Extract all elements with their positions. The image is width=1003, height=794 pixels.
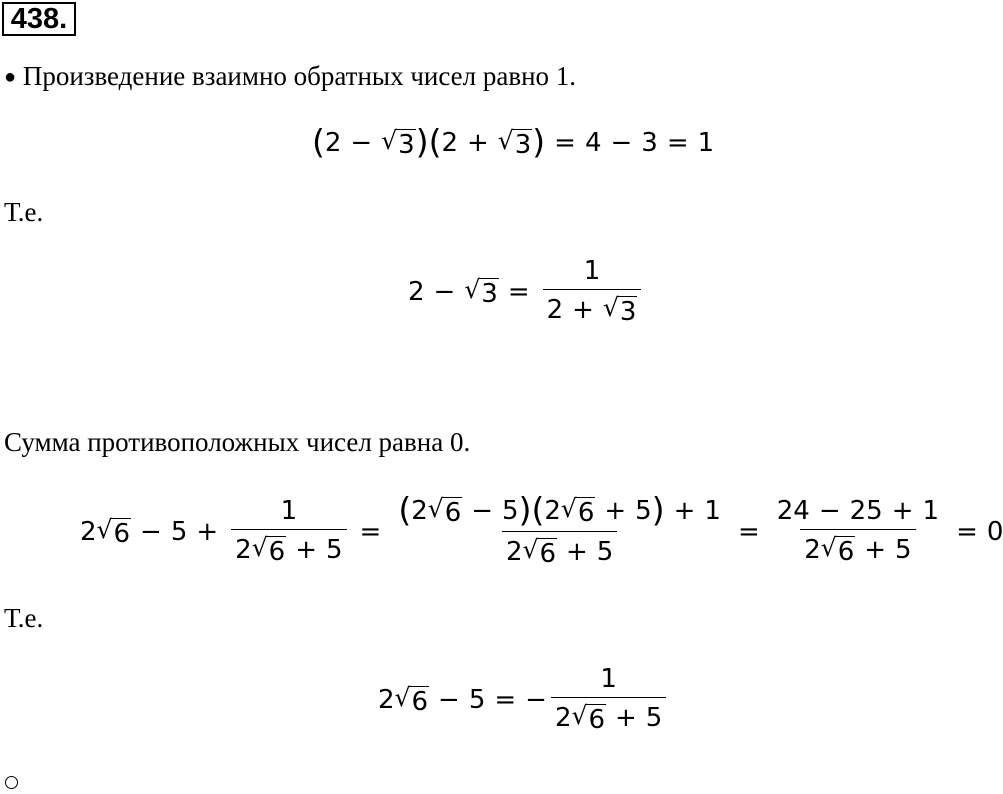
sqrt-3 xyxy=(464,275,498,309)
term: 1 xyxy=(583,256,601,286)
plus-sign: + xyxy=(615,703,637,733)
term: 5 xyxy=(170,516,188,547)
term: 4 xyxy=(584,128,602,158)
te-label-1: Т.е. xyxy=(4,197,44,227)
term: 5 xyxy=(635,496,652,526)
radical-icon: √ xyxy=(464,274,481,304)
term: 2 xyxy=(505,537,523,567)
term: 2 xyxy=(441,128,458,158)
sqrt-6 xyxy=(252,533,286,567)
equation-reciprocal xyxy=(408,256,645,327)
minus-sign: − xyxy=(438,684,460,715)
equation-product xyxy=(312,121,715,161)
plus-sign: + xyxy=(891,496,914,526)
radicand: 6 xyxy=(444,498,462,528)
plus-sign: + xyxy=(604,496,627,526)
plus-sign: + xyxy=(572,295,594,325)
radical-icon: √ xyxy=(381,126,398,155)
term: 1 xyxy=(704,496,721,526)
term: 3 xyxy=(641,128,658,158)
radicand: 6 xyxy=(588,705,605,735)
plus-sign: + xyxy=(196,516,219,547)
radical-icon: √ xyxy=(427,494,444,523)
sentence-sum-opposites: Сумма противоположных чисел равна 0. xyxy=(4,427,471,457)
plus-sign: + xyxy=(673,496,696,526)
fraction xyxy=(394,489,725,569)
radicand: 6 xyxy=(411,686,429,717)
radicand: 6 xyxy=(577,498,595,528)
radicand: 3 xyxy=(514,130,532,160)
term: 2 xyxy=(80,516,97,547)
term: 0 xyxy=(986,516,1003,547)
sqrt-6 xyxy=(821,533,855,567)
term: 2 xyxy=(554,703,572,733)
plus-sign: + xyxy=(467,128,489,158)
equals-sign: = xyxy=(956,516,978,547)
sentence-1-text: Произведение взаимно обратных чисел равно 1. xyxy=(22,61,577,91)
paren-open: ( xyxy=(312,121,325,161)
radical-icon: √ xyxy=(394,682,411,712)
sqrt-6 xyxy=(97,515,131,549)
minus-sign: − xyxy=(350,128,373,158)
paren-open: ( xyxy=(531,489,545,529)
equals-sign: = xyxy=(359,516,382,547)
minus-sign: − xyxy=(818,496,841,526)
numerator xyxy=(596,664,621,697)
sqrt-3 xyxy=(381,126,415,160)
paren-open: ( xyxy=(428,121,442,161)
term: 1 xyxy=(922,496,940,526)
fraction xyxy=(773,496,943,567)
minus-sign: − xyxy=(525,684,547,715)
sqrt-6 xyxy=(561,494,595,528)
sqrt-6 xyxy=(523,535,557,569)
paren-close: ) xyxy=(415,121,429,161)
denominator xyxy=(502,531,617,569)
paren-close: ) xyxy=(651,489,665,529)
radical-icon: √ xyxy=(497,126,514,155)
term: 5 xyxy=(326,535,343,565)
radicand: 3 xyxy=(398,130,415,160)
sqrt-3 xyxy=(498,126,532,160)
term: 2 xyxy=(324,128,342,158)
term: 5 xyxy=(468,684,486,715)
term: 2 xyxy=(235,535,252,565)
plus-sign: + xyxy=(864,535,887,565)
numerator xyxy=(394,489,725,531)
radicand: 6 xyxy=(113,518,131,549)
term: 1 xyxy=(697,128,715,158)
term: 2 xyxy=(546,295,564,325)
term: 2 xyxy=(804,535,821,565)
fraction xyxy=(551,664,666,735)
radicand: 3 xyxy=(481,278,498,309)
denominator xyxy=(551,697,666,735)
radical-icon: √ xyxy=(602,293,619,322)
fraction xyxy=(543,256,642,327)
term: 1 xyxy=(280,496,298,526)
radical-icon: √ xyxy=(251,533,268,562)
denominator xyxy=(231,529,346,567)
numerator xyxy=(580,256,605,289)
fraction xyxy=(231,496,346,567)
term: 24 xyxy=(776,496,810,526)
minus-sign: − xyxy=(610,128,633,158)
term: 1 xyxy=(600,664,617,694)
radicand: 6 xyxy=(539,539,556,569)
sqrt-3 xyxy=(603,293,637,327)
term: 5 xyxy=(596,537,614,567)
radical-icon: √ xyxy=(522,535,539,564)
sentence-product-reciprocals xyxy=(4,60,576,95)
term: 2 xyxy=(544,496,561,526)
radical-icon: √ xyxy=(571,701,588,730)
numerator xyxy=(277,496,302,529)
radicand: 6 xyxy=(268,537,286,567)
sqrt-6 xyxy=(572,701,606,735)
minus-sign: − xyxy=(471,496,494,526)
equation-opposite xyxy=(378,664,670,735)
sqrt-6 xyxy=(395,683,429,717)
equals-sign: = xyxy=(554,128,576,158)
radical-icon: √ xyxy=(560,494,577,523)
term: 2 xyxy=(408,276,425,307)
plus-sign: + xyxy=(295,535,317,565)
problem-number: 438. xyxy=(2,2,76,36)
equals-sign: = xyxy=(494,684,517,715)
term: 5 xyxy=(502,496,519,526)
bullet-icon: ● xyxy=(4,66,17,88)
equals-sign: = xyxy=(666,128,689,158)
minus-sign: − xyxy=(433,276,456,307)
end-marker-circle-icon xyxy=(5,776,18,789)
radicand: 6 xyxy=(837,537,855,567)
te-label-2: Т.е. xyxy=(4,603,44,633)
paren-open: ( xyxy=(398,489,412,529)
term: 2 xyxy=(411,496,428,526)
numerator xyxy=(773,496,943,529)
equation-sum xyxy=(80,489,1003,569)
equals-sign: = xyxy=(737,516,760,547)
denominator xyxy=(543,289,642,327)
equals-sign: = xyxy=(507,276,530,307)
paren-close: ) xyxy=(518,489,532,529)
denominator xyxy=(800,529,915,567)
sqrt-6 xyxy=(428,494,462,528)
term: 5 xyxy=(895,535,912,565)
radicand: 3 xyxy=(619,297,637,327)
paren-close: ) xyxy=(532,121,546,161)
term: 5 xyxy=(645,703,663,733)
minus-sign: − xyxy=(140,516,162,547)
plus-sign: + xyxy=(565,537,588,567)
radical-icon: √ xyxy=(96,514,113,544)
term: 25 xyxy=(849,496,883,526)
term: 2 xyxy=(378,684,395,715)
radical-icon: √ xyxy=(820,533,837,562)
